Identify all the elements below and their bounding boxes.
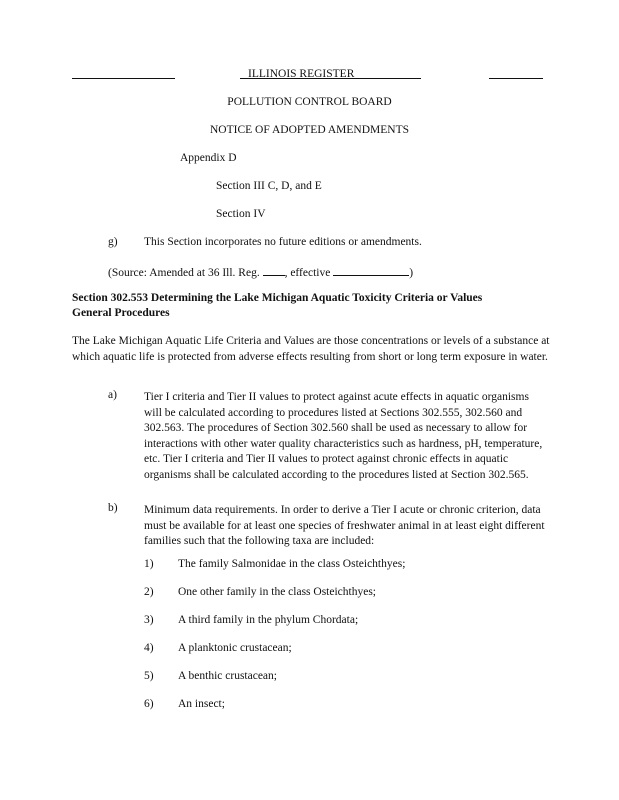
register-title: ILLINOIS REGISTER: [248, 68, 355, 80]
taxon-2-text: One other family in the class Osteichthyes;: [178, 586, 377, 598]
taxon-3-text: A third family in the phylum Chordata;: [178, 614, 359, 626]
source-issue-blank: [263, 265, 285, 276]
source-line: [108, 265, 413, 280]
section-heading-line2: General Procedures: [72, 307, 170, 319]
taxon-4-text: A planktonic crustacean;: [178, 642, 292, 654]
taxon-3-label: 3): [144, 614, 154, 626]
intro-paragraph: The Lake Michigan Aquatic Life Criteria and Values are those concentrations or levels of a substance at which aquatic life is protected from adverse effects resulting from short or long term exposure in water.: [72, 335, 550, 363]
taxon-1-text: The family Salmonidae in the class Osteichthyes;: [178, 558, 406, 570]
board-title: POLLUTION CONTROL BOARD: [227, 96, 392, 108]
notice-title: NOTICE OF ADOPTED AMENDMENTS: [209, 124, 410, 136]
taxon-4-label: 4): [144, 642, 154, 654]
item-b-text: Minimum data requirements. In order to derive a Tier I acute or chronic criterion, data must be available for at least one species of freshwater animal in at least eight different families such that the following taxa are included:: [144, 504, 545, 547]
section-heading-line1: Section 302.553 Determining the Lake Michigan Aquatic Toxicity Criteria or Values: [72, 292, 483, 304]
taxon-5-text: A benthic crustacean;: [178, 670, 277, 682]
section-iii-ref: Section III C, D, and E: [216, 180, 322, 192]
appendix-ref: Appendix D: [180, 152, 237, 164]
taxon-2-label: 2): [144, 586, 154, 598]
taxon-6-label: 6): [144, 698, 154, 710]
source-date-blank: [333, 265, 409, 276]
source-prefix: (Source: Amended at 36 Ill. Reg.: [108, 267, 260, 279]
section-iv-ref: Section IV: [216, 208, 266, 220]
subsection-g-text: This Section incorporates no future editions or amendments.: [144, 236, 422, 248]
source-suffix: ): [409, 267, 414, 279]
source-middle: , effective: [284, 267, 331, 279]
item-a-label: a): [108, 389, 117, 401]
item-a-text: Tier I criteria and Tier II values to protect against acute effects in aquatic organisms will be calculated according to procedures listed at Sections 302.555, 302.560 and 302.563. The procedures of Section 302.560 shall be used as necessary to allow for interactions with other water quality characteristics such as hardness, pH, temperature, etc. Tier I criteria and Tier II values to protect against chronic effects in aquatic organisms shall be calculated according to the procedures listed at Section 302.565.: [144, 391, 543, 481]
header-rule-right: [489, 78, 543, 79]
subsection-g-label: g): [108, 236, 118, 248]
taxon-5-label: 5): [144, 670, 154, 682]
header-rule-center: [240, 78, 421, 79]
taxon-1-label: 1): [144, 558, 154, 570]
item-b-label: b): [108, 502, 118, 514]
taxon-6-text: An insect;: [178, 698, 225, 710]
header-rule-left: [72, 78, 175, 79]
